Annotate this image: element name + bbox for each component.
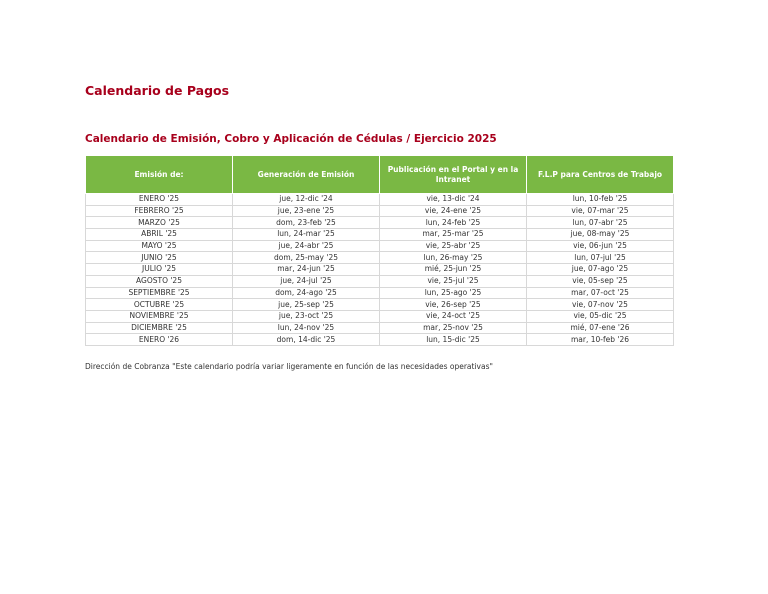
emision-cell: JULIO '25	[86, 264, 233, 276]
flp-cell: lun, 07-jul '25	[527, 252, 674, 264]
generacion-cell: dom, 25-may '25	[233, 252, 380, 264]
table-row	[86, 264, 674, 276]
publicacion-cell: lun, 26-may '25	[380, 252, 527, 264]
publicacion-cell: lun, 15-dic '25	[380, 334, 527, 346]
table-row	[86, 194, 674, 206]
table-row	[86, 205, 674, 217]
emision-cell: ENERO '26	[86, 334, 233, 346]
column-header-emision: Emisión de:	[86, 156, 233, 194]
generacion-cell: mar, 24-jun '25	[233, 264, 380, 276]
publicacion-cell: vie, 24-oct '25	[380, 310, 527, 322]
footer-note: Dirección de Cobranza "Este calendario podría variar ligeramente en función de las necesidades operativas"	[85, 362, 493, 371]
emision-cell: DICIEMBRE '25	[86, 322, 233, 334]
generacion-cell: lun, 24-nov '25	[233, 322, 380, 334]
emision-cell: ABRIL '25	[86, 229, 233, 241]
table-row	[86, 287, 674, 299]
generacion-cell: jue, 24-abr '25	[233, 240, 380, 252]
publicacion-cell: lun, 25-ago '25	[380, 287, 527, 299]
flp-cell: vie, 05-sep '25	[527, 275, 674, 287]
table-row	[86, 334, 674, 346]
table-row	[86, 240, 674, 252]
column-header-publicacion: Publicación en el Portal y en la Intranet	[380, 156, 527, 194]
table-body	[86, 194, 674, 346]
generacion-cell: jue, 12-dic '24	[233, 194, 380, 206]
publicacion-cell: mié, 25-jun '25	[380, 264, 527, 276]
table-header	[86, 156, 674, 194]
table-row	[86, 299, 674, 311]
table-row	[86, 217, 674, 229]
flp-cell: jue, 07-ago '25	[527, 264, 674, 276]
publicacion-cell: mar, 25-mar '25	[380, 229, 527, 241]
generacion-cell: jue, 25-sep '25	[233, 299, 380, 311]
generacion-cell: lun, 24-mar '25	[233, 229, 380, 241]
flp-cell: mar, 07-oct '25	[527, 287, 674, 299]
generacion-cell: jue, 23-oct '25	[233, 310, 380, 322]
publicacion-cell: vie, 25-jul '25	[380, 275, 527, 287]
page-title: Calendario de Pagos	[85, 83, 230, 98]
table-row	[86, 322, 674, 334]
payment-calendar-table	[85, 155, 674, 346]
emision-cell: AGOSTO '25	[86, 275, 233, 287]
generacion-cell: jue, 23-ene '25	[233, 205, 380, 217]
table-title: Calendario de Emisión, Cobro y Aplicación de Cédulas / Ejercicio 2025	[85, 133, 497, 145]
table-row	[86, 252, 674, 264]
flp-cell: vie, 07-mar '25	[527, 205, 674, 217]
flp-cell: mié, 07-ene '26	[527, 322, 674, 334]
publicacion-cell: lun, 24-feb '25	[380, 217, 527, 229]
flp-cell: vie, 07-nov '25	[527, 299, 674, 311]
publicacion-cell: mar, 25-nov '25	[380, 322, 527, 334]
publicacion-cell: vie, 13-dic '24	[380, 194, 527, 206]
emision-cell: SEPTIEMBRE '25	[86, 287, 233, 299]
header-row	[86, 156, 674, 194]
flp-cell: lun, 10-feb '25	[527, 194, 674, 206]
table-row	[86, 310, 674, 322]
column-header-flp: F.L.P para Centros de Trabajo	[527, 156, 674, 194]
table-row	[86, 275, 674, 287]
emision-cell: ENERO '25	[86, 194, 233, 206]
publicacion-cell: vie, 25-abr '25	[380, 240, 527, 252]
flp-cell: vie, 06-jun '25	[527, 240, 674, 252]
flp-cell: mar, 10-feb '26	[527, 334, 674, 346]
emision-cell: FEBRERO '25	[86, 205, 233, 217]
generacion-cell: dom, 23-feb '25	[233, 217, 380, 229]
column-header-generacion: Generación de Emisión	[233, 156, 380, 194]
emision-cell: OCTUBRE '25	[86, 299, 233, 311]
table-row	[86, 229, 674, 241]
emision-cell: JUNIO '25	[86, 252, 233, 264]
emision-cell: MAYO '25	[86, 240, 233, 252]
generacion-cell: jue, 24-jul '25	[233, 275, 380, 287]
flp-cell: jue, 08-may '25	[527, 229, 674, 241]
flp-cell: vie, 05-dic '25	[527, 310, 674, 322]
publicacion-cell: vie, 24-ene '25	[380, 205, 527, 217]
publicacion-cell: vie, 26-sep '25	[380, 299, 527, 311]
generacion-cell: dom, 24-ago '25	[233, 287, 380, 299]
flp-cell: lun, 07-abr '25	[527, 217, 674, 229]
emision-cell: MARZO '25	[86, 217, 233, 229]
generacion-cell: dom, 14-dic '25	[233, 334, 380, 346]
emision-cell: NOVIEMBRE '25	[86, 310, 233, 322]
